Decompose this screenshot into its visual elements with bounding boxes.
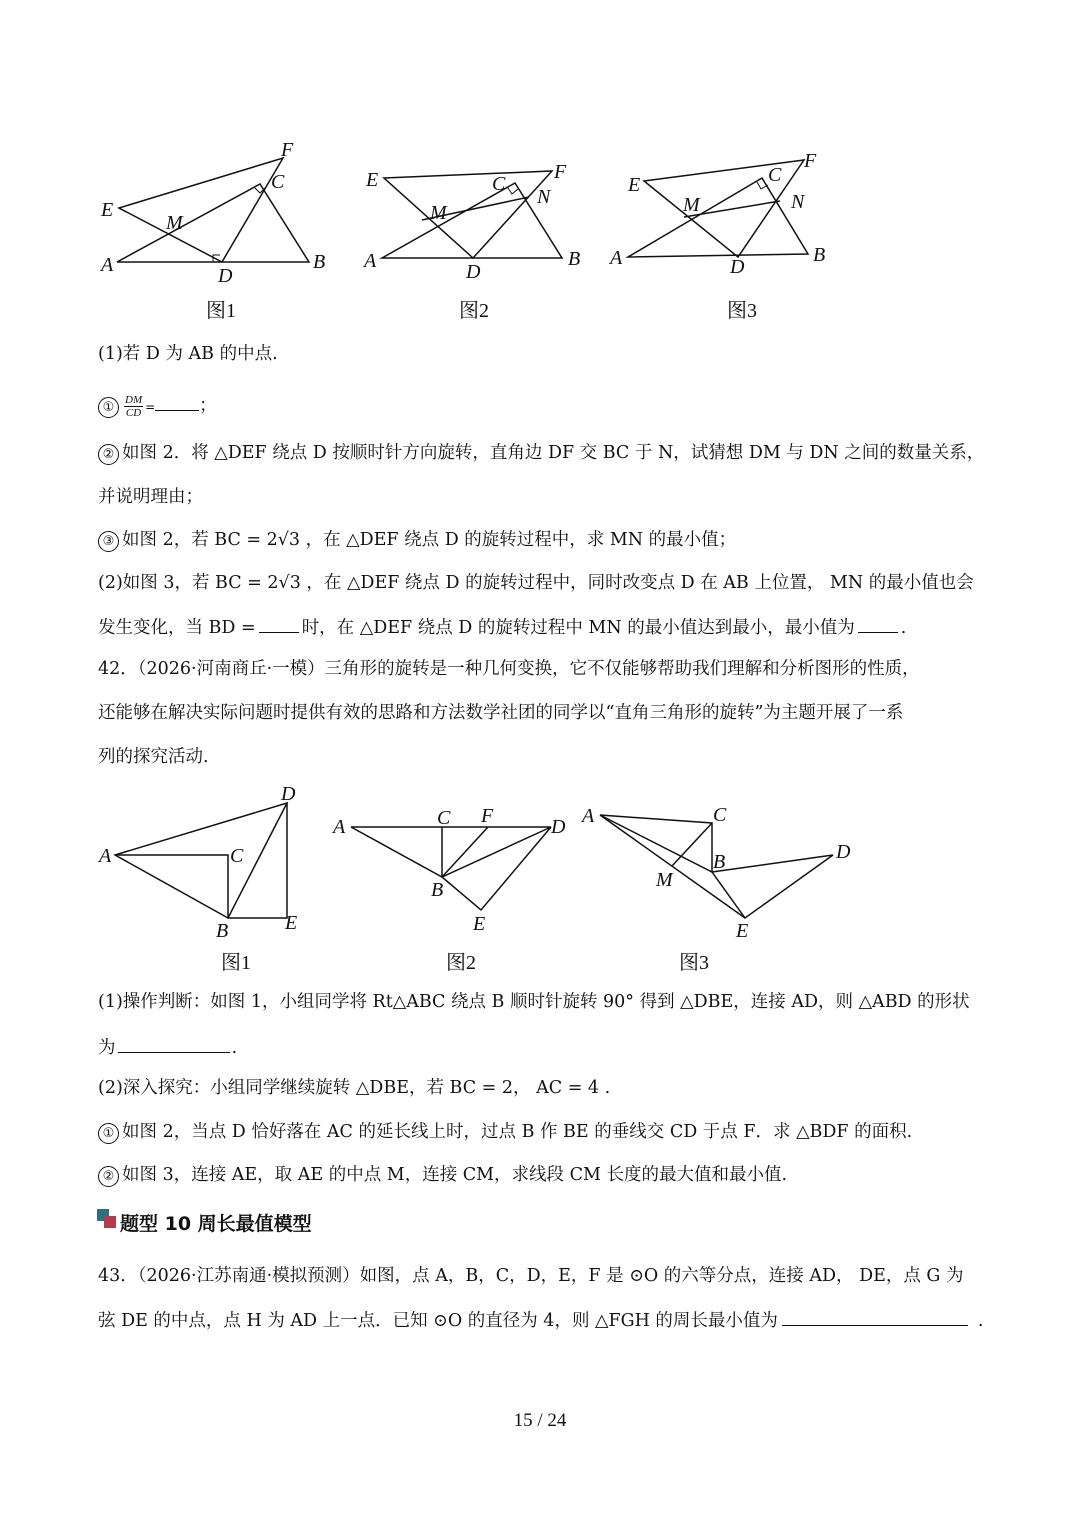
label-D: D bbox=[218, 265, 233, 287]
label-E: E bbox=[628, 174, 641, 196]
label-M: M bbox=[166, 212, 183, 234]
label-C: C bbox=[768, 164, 782, 186]
q41-sub2-line2: 并说明理由； bbox=[98, 487, 203, 507]
q41-sub1 bbox=[98, 392, 998, 419]
q42-sub1-text: 如图 2，当点 D 恰好落在 AC 的延长线上时，过点 B 作 BE 的垂线交 CD 于点 F．求 △BDF 的面积. bbox=[122, 1122, 913, 1142]
circled-number-2: ② bbox=[98, 1166, 119, 1187]
q41-part2-text-c: . bbox=[900, 618, 907, 638]
q41-figure-3-drawing bbox=[608, 145, 838, 285]
q41-figure-2 bbox=[362, 150, 592, 294]
label-M: M bbox=[683, 194, 700, 216]
label-D: D bbox=[730, 256, 745, 278]
label-A: A bbox=[99, 845, 112, 867]
q43-text-a: 弦 DE 的中点，点 H 为 AD 上一点．已知 ⊙O 的直径为 4，则 △FGH 的周长最小值为 bbox=[98, 1311, 778, 1331]
q42-line2: 还能够在解决实际问题时提供有效的思路和方法数学社团的同学以“直角三角形的旋转”为主题开展了一系 bbox=[98, 703, 904, 723]
label-M: M bbox=[656, 869, 673, 891]
q42-part1-line1: (1)操作判断：如图 1，小组同学将 Rt△ABC 绕点 B 顺时针旋转 90° 得到 △DBE，连接 AD，则 △ABD 的形状 bbox=[98, 992, 970, 1012]
q42-sub2 bbox=[98, 1163, 998, 1187]
label-D: D bbox=[551, 816, 566, 838]
label-B: B bbox=[313, 251, 326, 273]
label-C: C bbox=[713, 804, 727, 826]
answer-blank-perimeter[interactable] bbox=[782, 1307, 968, 1326]
label-A: A bbox=[582, 805, 595, 827]
q41-part2-line1: (2)如图 3，若 BC = 2√3 ，在 △DEF 绕点 D 的旋转过程中，同时改变点 D 在 AB 上位置， MN 的最小值也会 bbox=[98, 573, 974, 593]
page-number: 15 / 24 bbox=[513, 1410, 567, 1431]
q42-part2: (2)深入探究：小组同学继续旋转 △DBE，若 BC = 2， AC = 4 . bbox=[98, 1078, 611, 1098]
q42-part1-text-a: 为 bbox=[98, 1038, 116, 1058]
label-C: C bbox=[271, 171, 285, 193]
q42-line3: 列的探究活动. bbox=[98, 747, 209, 767]
q41-sub3-text: 如图 2，若 BC = 2√3 ，在 △DEF 绕点 D 的旋转过程中，求 MN 的最小值； bbox=[122, 530, 737, 550]
q41-figure-1 bbox=[95, 138, 345, 292]
q42-figure-3-drawing bbox=[578, 800, 868, 945]
label-E: E bbox=[366, 169, 379, 191]
answer-blank-shape[interactable] bbox=[118, 1034, 230, 1053]
q42-figure-2 bbox=[325, 800, 575, 944]
q42-figure-3 bbox=[578, 800, 868, 949]
fraction-denominator: CD bbox=[125, 407, 142, 419]
equals-sign: = bbox=[145, 400, 156, 414]
section-icon-square-b bbox=[104, 1216, 116, 1228]
answer-blank-min[interactable] bbox=[858, 614, 898, 633]
circled-number-1: ① bbox=[98, 397, 119, 418]
q41-figure-2-caption: 图2 bbox=[459, 300, 489, 322]
q42-part1-text-b: . bbox=[231, 1038, 238, 1058]
label-E: E bbox=[473, 913, 486, 935]
section-title: 题型 10 周长最值模型 bbox=[120, 1213, 312, 1235]
answer-blank[interactable] bbox=[155, 392, 199, 411]
q43-text-b: . bbox=[977, 1311, 984, 1331]
label-M: M bbox=[430, 202, 447, 224]
q41-sub2-line1 bbox=[98, 441, 998, 465]
q41-figure-2-drawing bbox=[362, 150, 592, 290]
label-C: C bbox=[437, 807, 451, 829]
q41-part2-text-a: 发生变化，当 BD = bbox=[98, 618, 256, 638]
label-E: E bbox=[101, 199, 114, 221]
label-B: B bbox=[216, 920, 229, 942]
label-N: N bbox=[791, 191, 805, 213]
label-F: F bbox=[804, 150, 817, 172]
label-D: D bbox=[836, 841, 851, 863]
q41-part2-text-b: 时，在 △DEF 绕点 D 的旋转过程中 MN 的最小值达到最小，最小值为 bbox=[301, 618, 855, 638]
label-E: E bbox=[736, 920, 749, 942]
circled-number-3: ③ bbox=[98, 531, 119, 552]
label-N: N bbox=[537, 186, 551, 208]
q42-figure-1 bbox=[95, 782, 315, 946]
label-B: B bbox=[813, 244, 826, 266]
q41-figure-3 bbox=[608, 145, 838, 289]
q43-line2 bbox=[98, 1307, 998, 1333]
q43-line1: 43．（2026·江苏南通·模拟预测）如图，点 A，B，C，D，E，F 是 ⊙O 的六等分点，连接 AD， DE，点 G 为 bbox=[98, 1266, 964, 1286]
q42-part1-line2 bbox=[98, 1034, 998, 1060]
label-D: D bbox=[466, 261, 481, 283]
q42-sub1 bbox=[98, 1120, 998, 1144]
label-B: B bbox=[713, 851, 726, 873]
q41-figure-1-drawing bbox=[95, 138, 345, 288]
label-F: F bbox=[281, 139, 294, 161]
q41-figure-1-caption: 图1 bbox=[206, 300, 236, 322]
answer-blank-bd[interactable] bbox=[259, 614, 299, 633]
label-B: B bbox=[568, 248, 581, 270]
q41-part1-intro: (1)若 D 为 AB 的中点. bbox=[98, 344, 278, 364]
circled-number-1: ① bbox=[98, 1123, 119, 1144]
q42-figure-1-drawing bbox=[95, 782, 315, 942]
fraction-numerator: DM bbox=[125, 394, 143, 406]
label-D: D bbox=[281, 783, 296, 805]
circled-number-2: ② bbox=[98, 444, 119, 465]
label-E: E bbox=[285, 912, 298, 934]
q42-figure-3-caption: 图3 bbox=[679, 952, 709, 974]
label-F: F bbox=[481, 805, 494, 827]
q42-sub2-text: 如图 3，连接 AE，取 AE 的中点 M，连接 CM，求线段 CM 长度的最大值和最小值. bbox=[122, 1165, 788, 1185]
fraction-dm-cd bbox=[124, 394, 143, 419]
q41-sub3 bbox=[98, 528, 998, 552]
label-A: A bbox=[364, 250, 377, 272]
q41-figure-3-caption: 图3 bbox=[727, 300, 757, 322]
q42-figure-1-caption: 图1 bbox=[221, 952, 251, 974]
label-B: B bbox=[431, 879, 444, 901]
q42-figure-2-drawing bbox=[325, 800, 575, 940]
q41-part2-line2 bbox=[98, 614, 998, 640]
label-C: C bbox=[492, 173, 506, 195]
label-F: F bbox=[554, 161, 567, 183]
label-A: A bbox=[333, 816, 346, 838]
q42-line1: 42．（2026·河南商丘·一模）三角形的旋转是一种几何变换，它不仅能够帮助我们理解和分析图形的性质， bbox=[98, 659, 920, 679]
q42-figure-2-caption: 图2 bbox=[446, 952, 476, 974]
label-A: A bbox=[610, 247, 623, 269]
label-A: A bbox=[101, 254, 114, 276]
label-C: C bbox=[230, 845, 244, 867]
q41-sub2-text: 如图 2．将 △DEF 绕点 D 按顺时针方向旋转，直角边 DF 交 BC 于 N，试猜想 DM 与 DN 之间的数量关系， bbox=[122, 443, 985, 463]
semicolon: ； bbox=[199, 396, 217, 416]
